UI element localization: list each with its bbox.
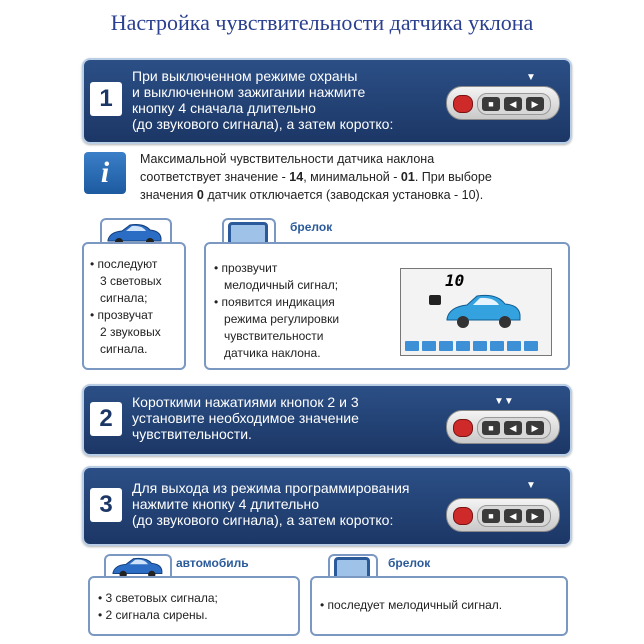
step-number: 2 bbox=[90, 402, 122, 436]
step-2-panel bbox=[82, 384, 572, 456]
fob-result-box: • прозвучит мелодичный сигнал; • появится индикация режима регулировки чувствительности датчика наклона. bbox=[204, 242, 570, 370]
fob-lcd-display bbox=[400, 268, 552, 356]
lcd-value: 10 bbox=[445, 271, 465, 290]
list-item: • 3 световых сигнала; bbox=[98, 591, 218, 605]
press-arrow-icon: ▼▼ bbox=[494, 396, 514, 407]
car-result-box: • последуют 3 световых сигнала; • прозвучат 2 звуковых сигнала. bbox=[82, 242, 186, 370]
page-title: Настройка чувствительности датчика уклона bbox=[110, 10, 534, 35]
fob-label: брелок bbox=[290, 220, 333, 234]
key-fob-icon: ■ ◀ ▶ bbox=[446, 86, 560, 120]
lock-icon bbox=[429, 295, 441, 305]
step-3-panel bbox=[82, 466, 572, 546]
list-item: • последует мелодичный сигнал. bbox=[320, 598, 503, 612]
fob-label: брелок bbox=[388, 556, 431, 570]
step-number: 1 bbox=[90, 82, 122, 116]
info-text: Максимальной чувствительности датчика наклона соответствует значение - 14, минимальной - 01. При выборе значения 0 датчик отключается (заводская установка - 10). bbox=[140, 152, 492, 202]
step-number: 3 bbox=[90, 488, 122, 522]
step-1-panel bbox=[82, 58, 572, 144]
key-fob-icon: ■ ◀ ▶ bbox=[446, 410, 560, 444]
step-text: При выключенном режиме охраны и выключенном зажигании нажмите кнопку 4 сначала длительно (до звукового сигнала), а затем коротко: bbox=[132, 68, 394, 132]
lcd-status-icons bbox=[405, 341, 538, 351]
press-arrow-icon: ▼ bbox=[526, 480, 536, 491]
fob-red-button bbox=[453, 95, 473, 113]
info-icon: i bbox=[84, 152, 126, 194]
list-item: • последуют bbox=[90, 257, 158, 271]
list-item: • прозвучит bbox=[214, 261, 278, 275]
press-arrow-icon: ▼ bbox=[526, 72, 536, 83]
fob-result-box bbox=[310, 576, 568, 636]
step-text: Для выхода из режима программирования нажмите кнопку 4 длительно (до звукового сигнала), а затем коротко: bbox=[132, 480, 410, 528]
step-text: Короткими нажатиями кнопок 2 и 3 установите необходимое значение чувствительности. bbox=[132, 394, 359, 442]
list-item: • 2 сигнала сирены. bbox=[98, 608, 208, 622]
key-fob-icon: ■ ◀ ▶ bbox=[446, 498, 560, 532]
car-result-box bbox=[88, 576, 300, 636]
list-item: • прозвучат bbox=[90, 308, 154, 322]
list-item: • появится индикация bbox=[214, 295, 335, 309]
car-label: автомобиль bbox=[176, 556, 249, 570]
lcd-car-icon bbox=[443, 291, 523, 331]
